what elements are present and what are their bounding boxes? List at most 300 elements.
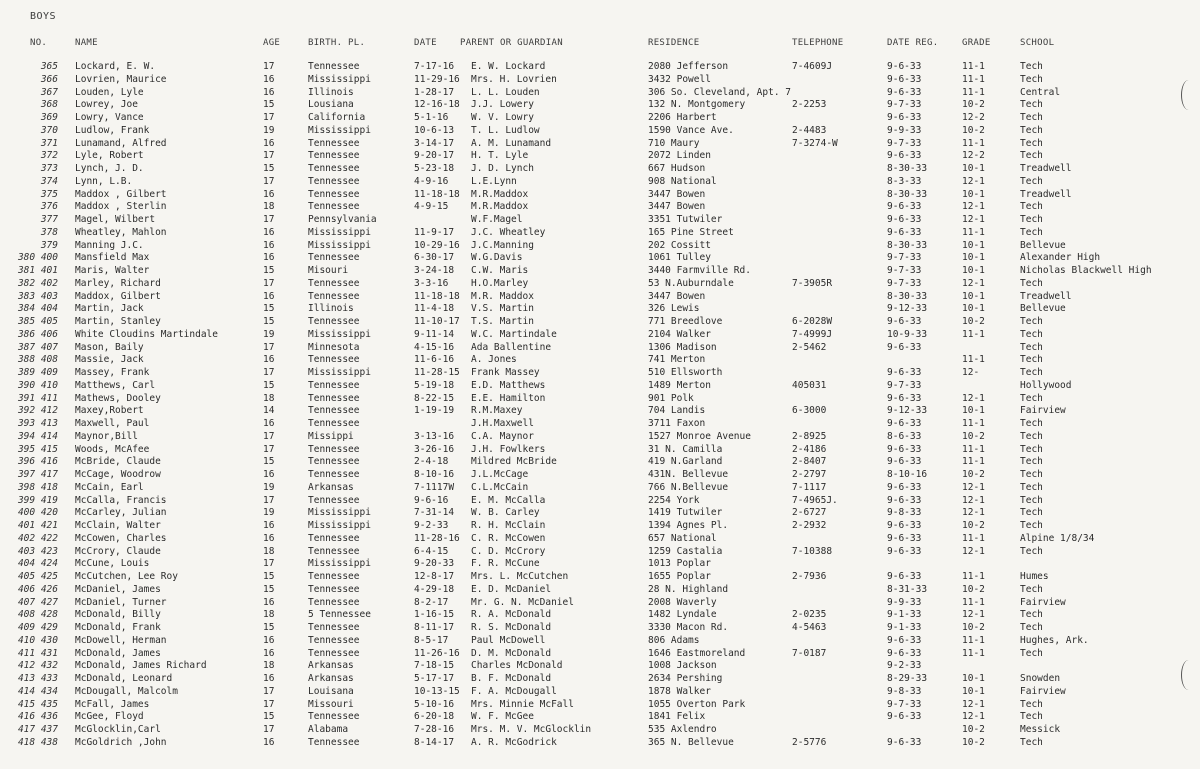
birth-place: Arkansas [308, 481, 354, 493]
student-age: 19 [263, 124, 275, 136]
birth-date: 11-18-18 [414, 188, 460, 200]
school: Tech [1020, 354, 1043, 366]
header-date-reg: DATE REG. [887, 38, 939, 48]
parent-guardian: W. V. Lowry [471, 112, 534, 123]
date-registered: 9-6-33 [887, 456, 922, 468]
birth-date: 8-10-16 [414, 469, 455, 480]
student-age: 17 [263, 443, 275, 455]
birth-place: Missouri [308, 698, 354, 710]
school: Tech [1020, 341, 1043, 353]
grade: 12-1 [962, 545, 985, 557]
record-number: 417 437 [17, 724, 58, 735]
birth-date: 3-24-18 [414, 265, 455, 276]
birth-place: Tennessee [308, 545, 360, 557]
record-number: 381 401 [17, 265, 58, 276]
school: Tech [1020, 392, 1043, 404]
school: Tech [1020, 328, 1043, 340]
birth-date: 6-4-15 [414, 545, 449, 557]
school: Messick [1020, 724, 1061, 735]
birth-place: Tennessee [308, 163, 360, 174]
school: Hughes, Ark. [1020, 634, 1089, 646]
birth-place: Missippi [308, 430, 354, 442]
residence: 2104 Walker [648, 328, 711, 340]
record-number: 408 428 [17, 609, 58, 621]
telephone: 2-7936 [792, 571, 827, 582]
birth-date: 1-16-15 [414, 609, 455, 621]
grade: 11-1 [962, 532, 985, 544]
birth-place: Arkansas [308, 660, 354, 672]
birth-date: 10-6-13 [414, 124, 455, 136]
student-name: McDaniel, James [75, 583, 161, 595]
student-age: 17 [263, 277, 275, 289]
birth-place: Lousiana [308, 99, 354, 111]
grade: 10-1 [962, 405, 985, 417]
residence: 908 National [648, 175, 717, 187]
parent-guardian: J.J. Lowery [471, 99, 534, 111]
parent-guardian: C.L.McCain [471, 481, 529, 493]
date-registered: 9-9-33 [887, 124, 922, 136]
grade: 10-2 [962, 583, 985, 595]
birth-place: Mississippi [308, 226, 371, 238]
grade: 12-1 [962, 481, 985, 493]
residence: 3330 Macon Rd. [648, 622, 729, 633]
student-name: McDougall, Malcolm [75, 685, 178, 697]
date-registered: 8-3-33 [887, 175, 922, 187]
grade: 11-1 [962, 647, 985, 659]
student-age: 15 [263, 163, 275, 174]
record-number: 410 430 [17, 634, 58, 646]
student-name: McCage, Woodrow [75, 469, 161, 480]
student-name: Maddox , Gilbert [75, 188, 167, 200]
school: Tech [1020, 456, 1043, 468]
table-row [0, 648, 1200, 661]
header-date: DATE [414, 38, 437, 48]
table-row [0, 278, 1200, 291]
grade: 10-2 [962, 316, 985, 327]
birth-place: Tennessee [308, 137, 360, 149]
student-age: 16 [263, 290, 275, 302]
residence: 901 Polk [648, 392, 694, 404]
birth-date: 12-8-17 [414, 571, 455, 582]
student-age: 17 [263, 112, 275, 123]
birth-place: Tennessee [308, 596, 360, 608]
student-name: McCutchen, Lee Roy [75, 571, 178, 582]
student-name: Woods, McAfee [75, 443, 150, 455]
birth-date: 11-28-16 [414, 532, 460, 544]
parent-guardian: E. W. Lockard [471, 61, 546, 72]
date-registered: 9-6-33 [887, 545, 922, 557]
grade: 12-1 [962, 494, 985, 506]
student-name: Maddox, Gilbert [75, 290, 161, 302]
date-registered: 9-9-33 [887, 596, 922, 608]
table-row [0, 660, 1200, 673]
birth-date: 9-20-17 [414, 150, 455, 162]
birth-date: 1-28-17 [414, 86, 455, 98]
grade: 12-1 [962, 609, 985, 621]
birth-place: Illinois [308, 86, 354, 98]
table-row [0, 609, 1200, 622]
birth-place: Tennessee [308, 61, 360, 72]
grade: 11-1 [962, 328, 985, 340]
grade: 10-2 [962, 124, 985, 136]
date-registered: 9-6-33 [887, 520, 922, 531]
telephone: 2-5776 [792, 736, 827, 748]
parent-guardian: R. H. McClain [471, 520, 546, 531]
grade: 10-2 [962, 724, 985, 735]
student-name: Lowry, Vance [75, 112, 144, 123]
telephone: 2-6727 [792, 507, 827, 519]
student-age: 17 [263, 724, 275, 735]
student-name: McGlocklin,Carl [75, 724, 161, 735]
student-age: 18 [263, 609, 275, 621]
date-registered: 9-1-33 [887, 609, 922, 621]
parent-guardian: W. F. McGee [471, 711, 534, 723]
birth-place: Tennessee [308, 392, 360, 404]
school: Tech [1020, 73, 1043, 85]
student-name: McDonald, Frank [75, 622, 161, 633]
birth-place: Tennessee [308, 201, 360, 213]
school: Fairview [1020, 685, 1066, 697]
school: Tech [1020, 214, 1043, 225]
table-row [0, 431, 1200, 444]
birth-date: 5-19-18 [414, 379, 455, 391]
student-name: Lyle, Robert [75, 150, 144, 162]
student-name: McCrory, Claude [75, 545, 161, 557]
student-name: McCarley, Julian [75, 507, 167, 519]
residence: 202 Cossitt [648, 239, 711, 251]
birth-date: 11-4-18 [414, 303, 455, 315]
school: Tech [1020, 647, 1043, 659]
birth-place: Tennessee [308, 634, 360, 646]
student-name: Massey, Frank [75, 367, 150, 378]
telephone: 6-2028W [792, 316, 833, 327]
date-registered: 9-6-33 [887, 736, 922, 748]
record-number: 379 [40, 239, 58, 251]
parent-guardian: Mrs. Minnie McFall [471, 698, 574, 710]
residence: 1259 Castalia [648, 545, 723, 557]
date-registered: 9-6-33 [887, 634, 922, 646]
student-age: 18 [263, 545, 275, 557]
telephone: 2-4186 [792, 443, 827, 455]
residence: 3447 Bowen [648, 188, 706, 200]
student-table [0, 61, 1200, 750]
record-number: 388 408 [17, 354, 58, 366]
table-row [0, 444, 1200, 457]
school: Bellevue [1020, 239, 1066, 251]
table-row [0, 227, 1200, 240]
school: Tech [1020, 418, 1043, 429]
birth-date: 7-18-15 [414, 660, 455, 672]
birth-place: Louisana [308, 685, 354, 697]
student-age: 17 [263, 341, 275, 353]
student-name: Mathews, Dooley [75, 392, 161, 404]
birth-place: Tennessee [308, 290, 360, 302]
school: Tech [1020, 226, 1043, 238]
student-age: 16 [263, 252, 275, 264]
header-name: NAME [75, 38, 98, 48]
birth-place: Tennessee [308, 150, 360, 162]
table-row [0, 138, 1200, 151]
student-name: McDowell, Herman [75, 634, 167, 646]
student-age: 16 [263, 736, 275, 748]
birth-place: Tennessee [308, 175, 360, 187]
residence: 2008 Waverly [648, 596, 717, 608]
student-age: 16 [263, 86, 275, 98]
grade: 11-1 [962, 418, 985, 429]
record-number: 401 421 [17, 520, 58, 531]
date-registered: 8-31-33 [887, 583, 928, 595]
residence: 1055 Overton Park [648, 698, 746, 710]
table-row [0, 265, 1200, 278]
parent-guardian: Ada Ballentine [471, 341, 552, 353]
student-name: Martin, Stanley [75, 316, 161, 327]
telephone: 2-4483 [792, 124, 827, 136]
parent-guardian: H.O.Marley [471, 277, 529, 289]
record-number: 366 [40, 73, 58, 85]
table-row [0, 342, 1200, 355]
telephone: 2-2932 [792, 520, 827, 531]
date-registered: 9-6-33 [887, 112, 922, 123]
grade: 10-1 [962, 188, 985, 200]
table-row [0, 367, 1200, 380]
birth-place: Mississippi [308, 124, 371, 136]
parent-guardian: L. L. Louden [471, 86, 540, 98]
record-number: 370 [40, 124, 58, 136]
birth-place: Tennessee [308, 532, 360, 544]
parent-guardian: R. S. McDonald [471, 622, 552, 633]
record-number: 390 410 [17, 379, 58, 391]
residence: 165 Pine Street [648, 226, 734, 238]
birth-date: 3-13-16 [414, 430, 455, 442]
student-age: 17 [263, 685, 275, 697]
school: Fairview [1020, 596, 1066, 608]
school: Tech [1020, 367, 1043, 378]
telephone: 2-2797 [792, 469, 827, 480]
school: Tech [1020, 736, 1043, 748]
telephone: 7-4609J [792, 61, 833, 72]
table-row [0, 533, 1200, 546]
birth-date: 11-10-17 [414, 316, 460, 327]
parent-guardian: J.L.McCage [471, 469, 529, 480]
grade: 12-1 [962, 507, 985, 519]
table-row [0, 558, 1200, 571]
student-age: 16 [263, 634, 275, 646]
record-number: 414 434 [17, 685, 58, 697]
telephone: 7-1117 [792, 481, 827, 493]
birth-date: 10-13-15 [414, 685, 460, 697]
table-row [0, 214, 1200, 227]
student-age: 16 [263, 596, 275, 608]
record-number: 389 409 [17, 367, 58, 378]
telephone: 2-5462 [792, 341, 827, 353]
date-registered: 9-6-33 [887, 443, 922, 455]
grade: 10-2 [962, 736, 985, 748]
school: Central [1020, 86, 1061, 98]
record-number: 391 411 [17, 392, 58, 404]
birth-date: 9-6-16 [414, 494, 449, 506]
residence: 1419 Tutwiler [648, 507, 723, 519]
record-number: 415 435 [17, 698, 58, 710]
grade: 11-1 [962, 137, 985, 149]
record-number: 382 402 [17, 277, 58, 289]
date-registered: 9-6-33 [887, 711, 922, 723]
birth-place: Tennessee [308, 622, 360, 633]
residence: 365 N. Bellevue [648, 736, 734, 748]
residence: 535 Axlendro [648, 724, 717, 735]
table-row [0, 354, 1200, 367]
student-age: 15 [263, 99, 275, 111]
student-age: 16 [263, 532, 275, 544]
grade: 12-1 [962, 214, 985, 225]
parent-guardian: A. M. Lunamand [471, 137, 552, 149]
table-row [0, 303, 1200, 316]
parent-guardian: L.E.Lynn [471, 175, 517, 187]
birth-place: Tennessee [308, 379, 360, 391]
table-row [0, 571, 1200, 584]
grade: 11-1 [962, 634, 985, 646]
birth-date: 11-29-16 [414, 73, 460, 85]
birth-date: 7-28-16 [414, 724, 455, 735]
telephone: 2-8407 [792, 456, 827, 468]
birth-place: California [308, 112, 366, 123]
record-number: 398 418 [17, 481, 58, 493]
record-number: 405 425 [17, 571, 58, 582]
grade: 10-1 [962, 252, 985, 264]
date-registered: 9-12-33 [887, 405, 928, 417]
student-age: 19 [263, 328, 275, 340]
residence: 657 National [648, 532, 717, 544]
birth-date: 4-9-15 [414, 201, 449, 213]
birth-place: Mississippi [308, 520, 371, 531]
school: Snowden [1020, 673, 1061, 684]
date-registered: 9-6-33 [887, 494, 922, 506]
student-name: McCalla, Francis [75, 494, 167, 506]
table-row [0, 380, 1200, 393]
student-name: McDonald, Billy [75, 609, 161, 621]
record-number: 377 [40, 214, 58, 225]
school: Tech [1020, 711, 1043, 723]
date-registered: 9-7-33 [887, 99, 922, 111]
birth-place: Misouri [308, 265, 349, 276]
birth-place: Tennessee [308, 188, 360, 200]
student-age: 18 [263, 392, 275, 404]
birth-date: 11-18-18 [414, 290, 460, 302]
table-row [0, 240, 1200, 253]
student-age: 14 [263, 405, 275, 417]
student-name: McClain, Walter [75, 520, 161, 531]
student-age: 16 [263, 520, 275, 531]
date-registered: 9-6-33 [887, 73, 922, 85]
record-number: 396 416 [17, 456, 58, 468]
record-number: 392 412 [17, 405, 58, 417]
residence: 1061 Tulley [648, 252, 711, 264]
school: Nicholas Blackwell High [1020, 265, 1152, 276]
parent-guardian: H. T. Lyle [471, 150, 529, 162]
birth-date: 9-20-33 [414, 558, 455, 570]
student-age: 17 [263, 150, 275, 162]
student-name: Massie, Jack [75, 354, 144, 366]
school: Tech [1020, 622, 1043, 633]
record-number: 393 413 [17, 418, 58, 429]
date-registered: 9-6-33 [887, 418, 922, 429]
parent-guardian: E. D. McDaniel [471, 583, 552, 595]
table-row [0, 329, 1200, 342]
student-age: 15 [263, 456, 275, 468]
grade: 10-1 [962, 163, 985, 174]
date-registered: 8-10-16 [887, 469, 928, 480]
parent-guardian: J.H. Fowlkers [471, 443, 546, 455]
student-name: Mansfield Max [75, 252, 150, 264]
parent-guardian: D. M. McDonald [471, 647, 552, 659]
birth-date: 11-6-16 [414, 354, 455, 366]
birth-date: 3-14-17 [414, 137, 455, 149]
parent-guardian: E.D. Matthews [471, 379, 546, 391]
parent-guardian: F. A. McDougall [471, 685, 557, 697]
grade: 10-1 [962, 673, 985, 684]
parent-guardian: M.R.Maddox [471, 188, 529, 200]
birth-place: Tennessee [308, 456, 360, 468]
residence: 1878 Walker [648, 685, 711, 697]
birth-date: 7-1117W [414, 481, 455, 493]
parent-guardian: J.H.Maxwell [471, 418, 534, 429]
grade: 12-1 [962, 175, 985, 187]
record-number: 400 420 [17, 507, 58, 519]
birth-place: Tennessee [308, 583, 360, 595]
record-number: 394 414 [17, 430, 58, 442]
telephone: 7-3905R [792, 277, 833, 289]
grade: 11-1 [962, 226, 985, 238]
header-grade: GRADE [962, 38, 991, 48]
parent-guardian: J.C. Wheatley [471, 226, 546, 238]
residence: 2634 Pershing [648, 673, 723, 684]
residence: 3447 Bowen [648, 201, 706, 213]
parent-guardian: R. A. McDonald [471, 609, 552, 621]
parent-guardian: Mrs. H. Lovrien [471, 73, 557, 85]
date-registered: 8-30-33 [887, 239, 928, 251]
date-registered: 9-6-33 [887, 481, 922, 493]
table-row [0, 622, 1200, 635]
date-registered: 9-6-33 [887, 86, 922, 98]
grade: 10-2 [962, 469, 985, 480]
table-row [0, 635, 1200, 648]
date-registered: 8-30-33 [887, 290, 928, 302]
birth-place: Tennessee [308, 277, 360, 289]
table-row [0, 507, 1200, 520]
student-age: 17 [263, 494, 275, 506]
record-number: 372 [40, 150, 58, 162]
grade: 10-2 [962, 99, 985, 111]
student-age: 16 [263, 188, 275, 200]
table-row [0, 163, 1200, 176]
student-age: 15 [263, 303, 275, 315]
date-registered: 9-12-33 [887, 303, 928, 315]
header-birth: BIRTH. PL. [308, 38, 366, 48]
telephone: 2-0235 [792, 609, 827, 621]
record-number: 371 [40, 137, 58, 149]
record-number: 413 433 [17, 673, 58, 684]
date-registered: 9-6-33 [887, 201, 922, 213]
birth-date: 4-15-16 [414, 341, 455, 353]
grade: 12-1 [962, 392, 985, 404]
residence: 667 Hudson [648, 163, 706, 174]
school: Alpine 1/8/34 [1020, 532, 1095, 544]
student-name: McCune, Louis [75, 558, 150, 570]
record-number: 368 [40, 99, 58, 111]
date-registered: 9-6-33 [887, 214, 922, 225]
residence: 3447 Bowen [648, 290, 706, 302]
parent-guardian: Mildred McBride [471, 456, 557, 468]
record-number: 369 [40, 112, 58, 123]
